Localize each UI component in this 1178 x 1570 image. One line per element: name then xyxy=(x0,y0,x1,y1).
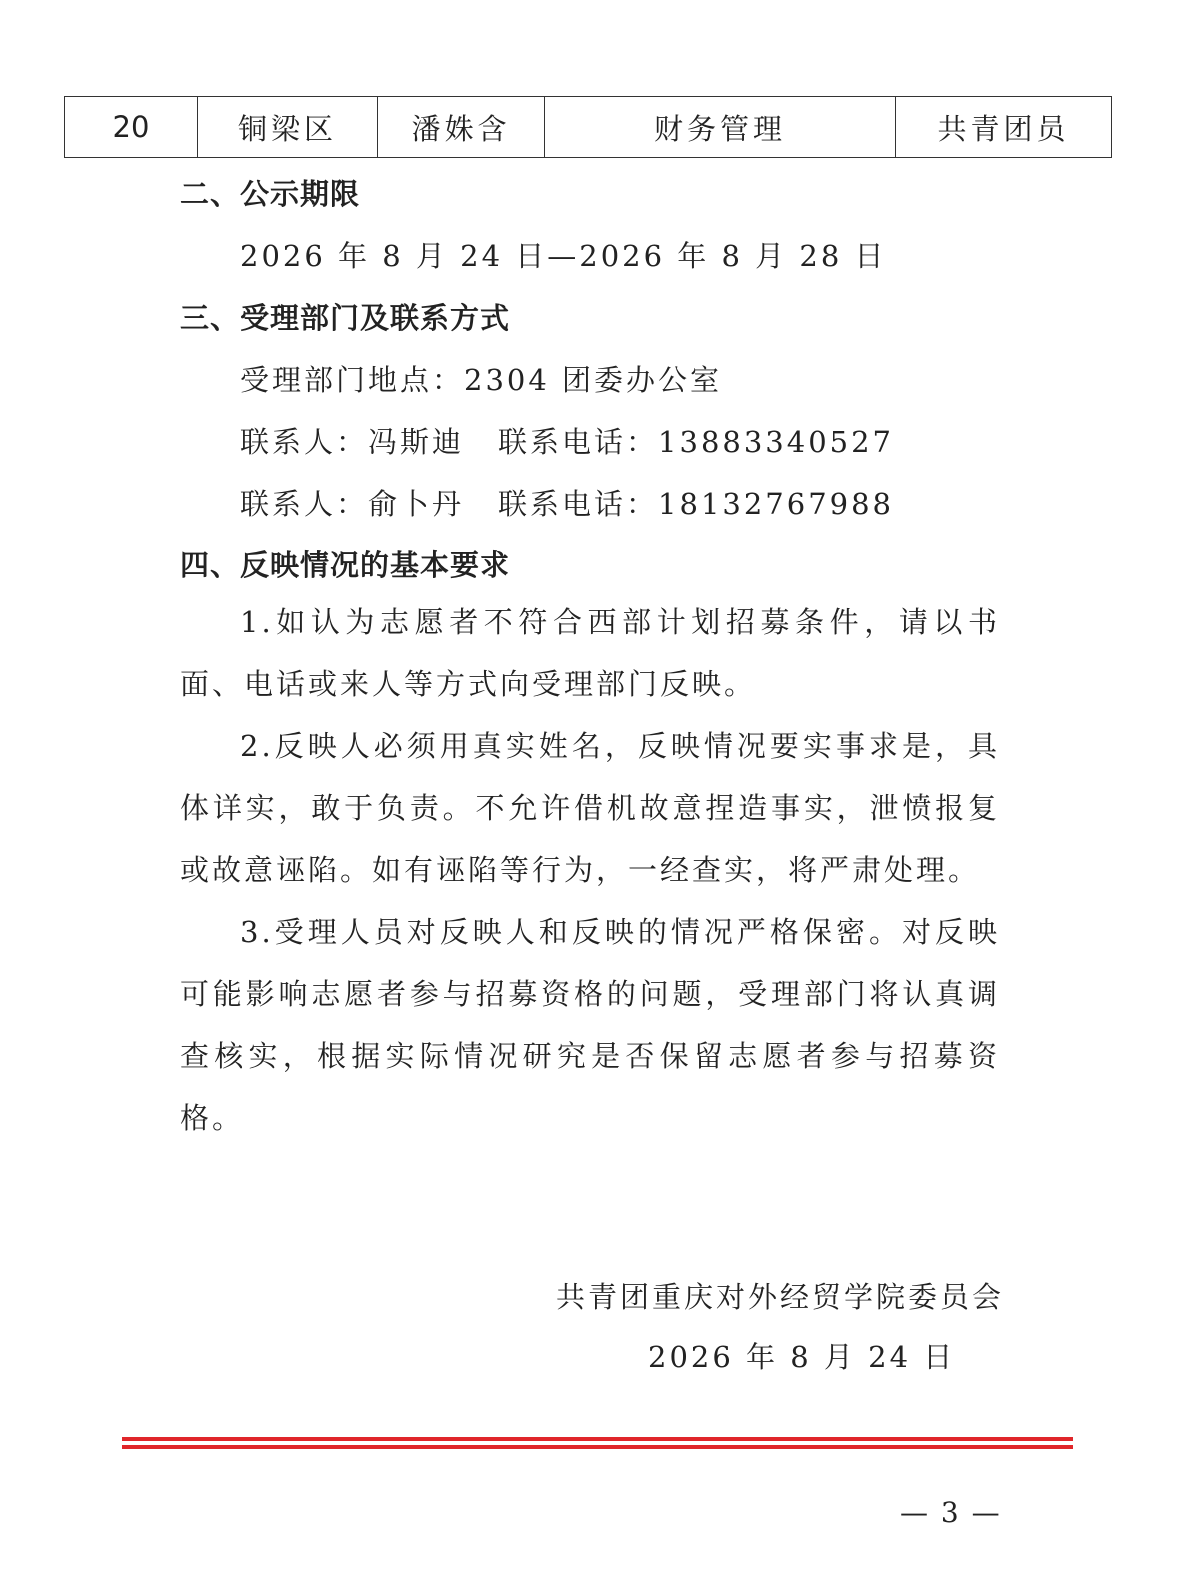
location-line xyxy=(240,358,722,399)
red-rule-line xyxy=(122,1437,1073,1441)
roster-table xyxy=(64,96,1112,158)
contact-name: 俞卜丹 xyxy=(368,487,465,521)
signing-date: 2026 年 8 月 24 日 xyxy=(648,1340,956,1374)
phone-label: 联系电话： xyxy=(498,425,659,459)
location-value: 2304 团委办公室 xyxy=(464,363,723,397)
section3-heading: 三、受理部门及联系方式 xyxy=(180,301,511,335)
page-number: — 3 — xyxy=(900,1496,1002,1529)
contact-label: 联系人： xyxy=(240,425,369,459)
publicity-period: 2026 年 8 月 24 日—2026 年 8 月 28 日 xyxy=(240,239,887,273)
section4-heading: 四、反映情况的基本要求 xyxy=(180,548,511,582)
signing-organization: 共青团重庆对外经贸学院委员会 xyxy=(556,1280,1005,1314)
contact-name: 冯斯迪 xyxy=(368,425,465,459)
contact-line xyxy=(240,420,894,461)
contact-line xyxy=(240,482,894,523)
cell-name: 潘姝含 xyxy=(378,97,545,158)
contact-label: 联系人： xyxy=(240,487,369,521)
table-row xyxy=(65,97,1112,158)
cell-position: 财务管理 xyxy=(545,97,896,158)
requirement-paragraph: 2.反映人必须用真实姓名，反映情况要实事求是，具体详实，敢于负责。不允许借机故意捏造事实，泄愤报复或故意诬陷。如有诬陷等行为，一经查实，将严肃处理。 xyxy=(180,729,1000,887)
cell-political-status: 共青团员 xyxy=(896,97,1112,158)
cell-district: 铜梁区 xyxy=(198,97,378,158)
cell-index: 20 xyxy=(65,97,198,158)
phone-label: 联系电话： xyxy=(498,487,659,521)
location-label: 受理部门地点： xyxy=(240,363,465,397)
phone-number: 13883340527 xyxy=(658,425,895,459)
requirement-paragraph: 1.如认为志愿者不符合西部计划招募条件，请以书面、电话或来人等方式向受理部门反映。 xyxy=(180,605,1000,701)
red-rule-line xyxy=(122,1445,1073,1449)
section2-heading: 二、公示期限 xyxy=(180,177,361,211)
phone-number: 18132767988 xyxy=(658,487,895,521)
requirement-paragraph: 3.受理人员对反映人和反映的情况严格保密。对反映可能影响志愿者参与招募资格的问题，受理部门将认真调查核实，根据实际情况研究是否保留志愿者参与招募资格。 xyxy=(180,915,1000,1135)
